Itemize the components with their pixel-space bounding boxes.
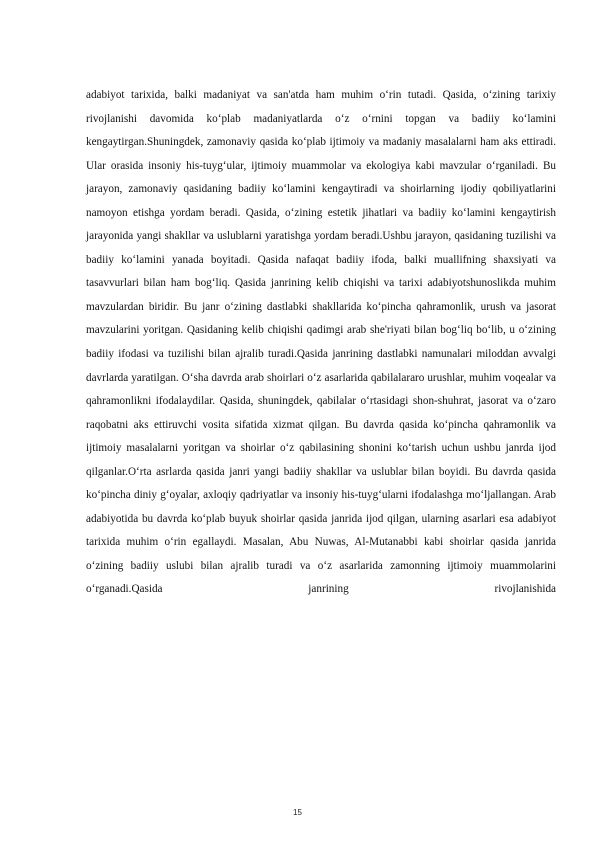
page-number: 15 [293,808,302,817]
document-page [86,84,556,602]
body-paragraph: adabiyot tarixida, balki madaniyat va san'atda ham muhim o‘rin tutadi. Qasida, o‘zining tarixiy rivojlanishi davomida ko‘plab madaniyatlarda o‘z o‘rnini topgan va badiiy ko‘lamini kengaytirgan.Shuningdek, zamonaviy qasida ko‘plab ijtimoiy va madaniy masalalarni ham aks ettiradi. Ular orasida insoniy his-tuyg‘ular, ijtimoiy muammolar va ekologiya kabi mavzular o‘rganiladi. Bu jarayon, zamonaviy qasidaning badiiy ko‘lamini kengaytiradi va shoirlarning ijodiy qobiliyatlarini namoyon etishga yordam beradi. Qasida, o‘zining estetik jihatlari va badiiy ko‘lamini kengaytirish jarayonida yangi shakllar va uslublarni yaratishga yordam beradi.Ushbu jarayon, qasidaning tuzilishi va badiiy ko‘lamini yanada boyitadi. Qasida nafaqat badiiy ifoda, balki muallifning shaxsiyati va tasavvurlari bilan ham bog‘liq. Qasida janrining kelib chiqishi va tarixi adabiyotshunoslikda muhim mavzulardan biridir. Bu janr o‘zining dastlabki shakllarida ko‘pincha qahramonlik, urush va jasorat mavzularini yoritgan. Qasidaning kelib chiqishi qadimgi arab she'riyati bilan bog‘liq bo‘lib, u o‘zining badiiy ifodasi va tuzilishi bilan ajralib turadi.Qasida janrining dastlabki namunalari miloddan avvalgi davrlarda yaratilgan. O‘sha davrda arab shoirlari o‘z asarlarida qabilalararo urushlar, muhim voqealar va qahramonlikni ifodalaydilar. Qasida, shuningdek, qabilalar o‘rtasidagi shon-shuhrat, jasorat va o‘zaro raqobatni aks ettiruvchi vosita sifatida xizmat qilgan. Bu davrda qasida ko‘pincha qahramonlik va ijtimoiy masalalarni yoritgan va shoirlar o‘z qabilasining shonini ko‘tarish uchun ushbu janrda ijod qilganlar.O‘rta asrlarda qasida janri yangi badiiy shakllar va uslublar bilan boyidi. Bu davrda qasida ko‘pincha diniy g‘oyalar, axloqiy qadriyatlar va insoniy his-tuyg‘ularni ifodalashga mo‘ljallangan. Arab adabiyotida bu davrda ko‘plab buyuk shoirlar qasida janrida ijod qilgan, ularning asarlari esa adabiyot tarixida muhim o‘rin egallaydi. Masalan, Abu Nuwas, Al-Mutanabbi kabi shoirlar qasida janrida o‘zining badiiy uslubi bilan ajralib turadi va o‘z asarlarida zamonning ijtimoiy muammolarini o‘rganadi.Qasida janrining rivojlanishida [86,89,556,596]
